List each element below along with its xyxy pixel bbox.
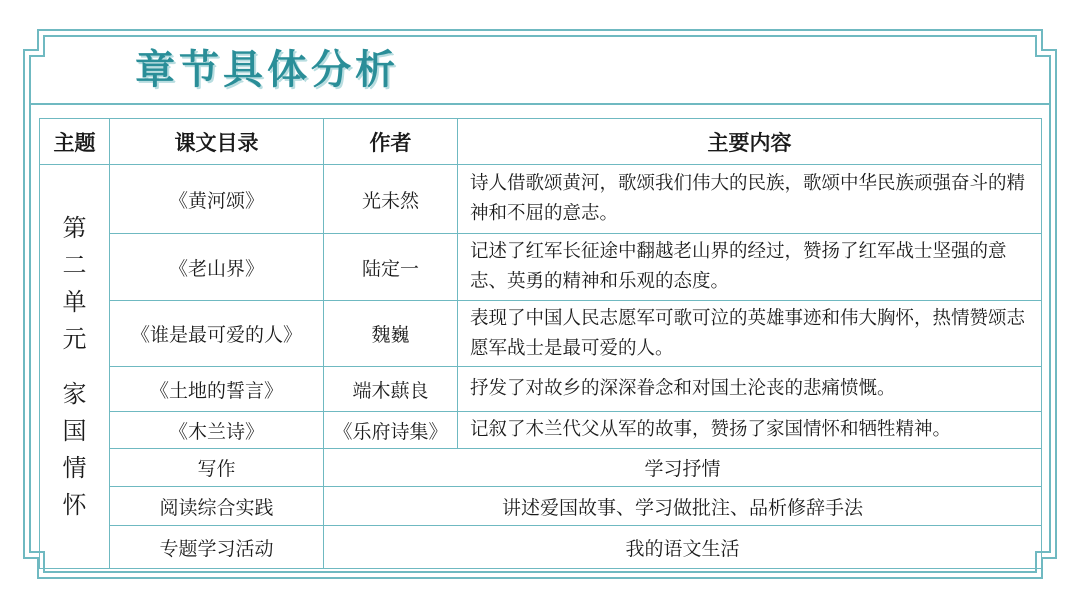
topic-char: 国 [62,416,87,445]
header-author: 作者 [324,119,458,165]
topic-char: 元 [62,324,87,353]
lesson-title: 《老山界》 [110,234,324,301]
lesson-title: 《土地的誓言》 [110,367,324,412]
header-lesson-list: 课文目录 [110,119,324,165]
table-row [40,301,1042,367]
page-title: 章节具体分析 [135,47,399,93]
lesson-author: 端木蕻良 [324,367,458,412]
header-topic: 主题 [40,119,110,165]
lesson-content: 抒发了对故乡的深深眷念和对国土沦丧的悲痛愤慨。 [458,367,1042,412]
topic-char: 情 [62,453,87,482]
topic-char: 二 [62,250,87,279]
lesson-author: 魏巍 [324,301,458,367]
lesson-title: 《谁是最可爱的人》 [110,301,324,367]
topic-char: 家 [62,379,87,408]
table-row [40,412,1042,449]
table-row [40,526,1042,569]
lesson-title: 《木兰诗》 [110,412,324,449]
lesson-title: 《黄河颂》 [110,165,324,234]
extra-value: 讲述爱国故事、学习做批注、品析修辞手法 [324,487,1042,526]
unit-topic-cell [40,165,110,569]
header-row [40,119,1042,165]
table-row [40,487,1042,526]
extra-value: 学习抒情 [324,449,1042,487]
topic-char: 怀 [62,490,87,519]
lesson-author: 陆定一 [324,234,458,301]
lesson-content: 记叙了木兰代父从军的故事，赞扬了家国情怀和牺牲精神。 [458,412,1042,449]
extra-label: 阅读综合实践 [110,487,324,526]
extra-label: 写作 [110,449,324,487]
lesson-author: 《乐府诗集》 [324,412,458,449]
header-main-content: 主要内容 [458,119,1042,165]
lesson-content: 诗人借歌颂黄河，歌颂我们伟大的民族，歌颂中华民族顽强奋斗的精神和不屈的意志。 [458,165,1042,234]
extra-value: 我的语文生活 [324,526,1042,569]
table-row [40,165,1042,234]
extra-label: 专题学习活动 [110,526,324,569]
table-row [40,367,1042,412]
lesson-author: 光未然 [324,165,458,234]
table-row [40,449,1042,487]
chapter-analysis-table [39,118,1042,569]
table-row [40,234,1042,301]
lesson-content: 表现了中国人民志愿军可歌可泣的英雄事迹和伟大胸怀，热情赞颂志愿军战士是最可爱的人。 [458,301,1042,367]
topic-char: 单 [62,287,87,316]
topic-char: 第 [62,213,87,242]
lesson-content: 记述了红军长征途中翻越老山界的经过，赞扬了红军战士坚强的意志、英勇的精神和乐观的态度。 [458,234,1042,301]
